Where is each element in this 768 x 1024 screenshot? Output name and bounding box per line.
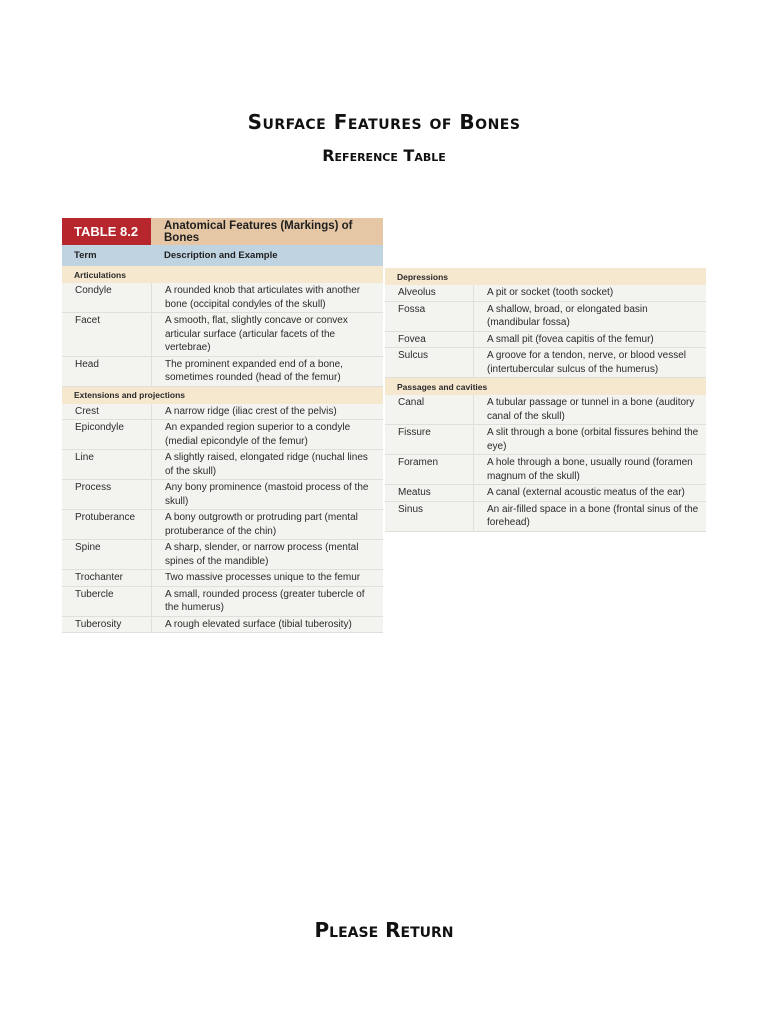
table-row <box>385 348 706 378</box>
term-cell: Fovea <box>398 333 426 345</box>
table-row <box>385 425 706 455</box>
footer-notice: Please Return <box>314 918 454 942</box>
description-cell: A smooth, flat, slightly concave or convex articular surface (articular facets of the vertebrae) <box>151 313 383 356</box>
term-cell: Alveolus <box>398 287 436 298</box>
table-row <box>62 404 383 421</box>
column-header-description: Description and Example <box>164 250 278 261</box>
table-row <box>385 485 706 502</box>
term-cell: Trochanter <box>75 572 123 583</box>
table-row <box>62 617 383 634</box>
description-cell: A sharp, slender, or narrow process (mental spines of the mandible) <box>151 540 383 569</box>
table-number: TABLE 8.2 <box>62 218 151 245</box>
table-row <box>62 540 383 570</box>
description-cell: A pit or socket (tooth socket) <box>473 285 706 301</box>
term-cell: Canal <box>398 397 425 408</box>
section-heading: Extensions and projections <box>62 387 383 404</box>
description-cell: A shallow, broad, or elongated basin (mandibular fossa) <box>473 302 706 331</box>
table-row <box>385 395 706 425</box>
term-cell: Fossa <box>398 303 426 315</box>
description-cell: A groove for a tendon, nerve, or blood vessel (intertubercular sulcus of the humerus) <box>473 348 706 377</box>
section-heading: Depressions <box>385 268 706 285</box>
term-cell: Condyle <box>75 285 112 296</box>
term-cell: Meatus <box>398 487 431 498</box>
section-heading: Passages and cavities <box>385 378 706 395</box>
term-cell: Protuberance <box>75 512 136 523</box>
table-row <box>62 587 383 617</box>
table-row <box>62 570 383 587</box>
description-cell: A slightly raised, elongated ridge (nuchal lines of the skull) <box>151 450 383 479</box>
term-cell: Tuberosity <box>75 618 122 630</box>
table-row <box>62 510 383 540</box>
term-cell: Facet <box>75 315 101 326</box>
table-row <box>385 302 706 332</box>
table-left-body <box>62 266 383 633</box>
table-row <box>385 502 706 532</box>
description-cell: Two massive processes unique to the femur <box>151 570 383 586</box>
description-cell: Any bony prominence (mastoid process of the skull) <box>151 480 383 509</box>
term-cell: Fissure <box>398 427 431 438</box>
table-caption: Anatomical Features (Markings) of Bones <box>151 218 383 245</box>
table-row <box>62 357 383 387</box>
term-cell: Foramen <box>398 457 439 468</box>
table-row <box>385 332 706 349</box>
description-cell: An expanded region superior to a condyle (medial epicondyle of the femur) <box>151 420 383 449</box>
description-cell: A rough elevated surface (tibial tuberosity) <box>151 617 383 633</box>
term-cell: Line <box>75 452 94 463</box>
column-headers <box>62 245 383 266</box>
description-cell: A small pit (fovea capitis of the femur) <box>473 332 706 348</box>
description-cell: A slit through a bone (orbital fissures behind the eye) <box>473 425 706 454</box>
section-heading: Articulations <box>62 266 383 283</box>
term-cell: Sulcus <box>398 350 429 361</box>
description-cell: A rounded knob that articulates with another bone (occipital condyles of the skull) <box>151 283 383 312</box>
page-subtitle: Reference Table <box>322 146 446 165</box>
description-cell: A bony outgrowth or protruding part (mental protuberance of the chin) <box>151 510 383 539</box>
table-row <box>385 455 706 485</box>
term-cell: Sinus <box>398 503 424 515</box>
description-cell: The prominent expanded end of a bone, sometimes rounded (head of the femur) <box>151 357 383 386</box>
description-cell: An air-filled space in a bone (frontal sinus of the forehead) <box>473 502 706 531</box>
table-row <box>62 420 383 450</box>
table-row <box>62 313 383 357</box>
description-cell: A hole through a bone, usually round (foramen magnum of the skull) <box>473 455 706 484</box>
description-cell: A narrow ridge (iliac crest of the pelvis) <box>151 404 383 420</box>
description-cell: A tubular passage or tunnel in a bone (auditory canal of the skull) <box>473 395 706 424</box>
table-row <box>62 480 383 510</box>
table-right-body <box>385 268 706 532</box>
term-cell: Crest <box>75 405 99 417</box>
term-cell: Spine <box>75 542 101 553</box>
description-cell: A canal (external acoustic meatus of the ear) <box>473 485 706 501</box>
page-title: Surface Features of Bones <box>247 110 521 134</box>
table-row <box>62 283 383 313</box>
table-header <box>62 218 383 245</box>
table-row <box>62 450 383 480</box>
column-header-term: Term <box>74 250 97 261</box>
term-cell: Tubercle <box>75 588 114 600</box>
term-cell: Process <box>75 482 112 493</box>
bone-markings-table-continued <box>385 268 706 532</box>
bone-markings-table <box>62 218 383 633</box>
term-cell: Epicondyle <box>75 422 124 433</box>
term-cell: Head <box>75 358 99 370</box>
table-row <box>385 285 706 302</box>
description-cell: A small, rounded process (greater tubercle of the humerus) <box>151 587 383 616</box>
